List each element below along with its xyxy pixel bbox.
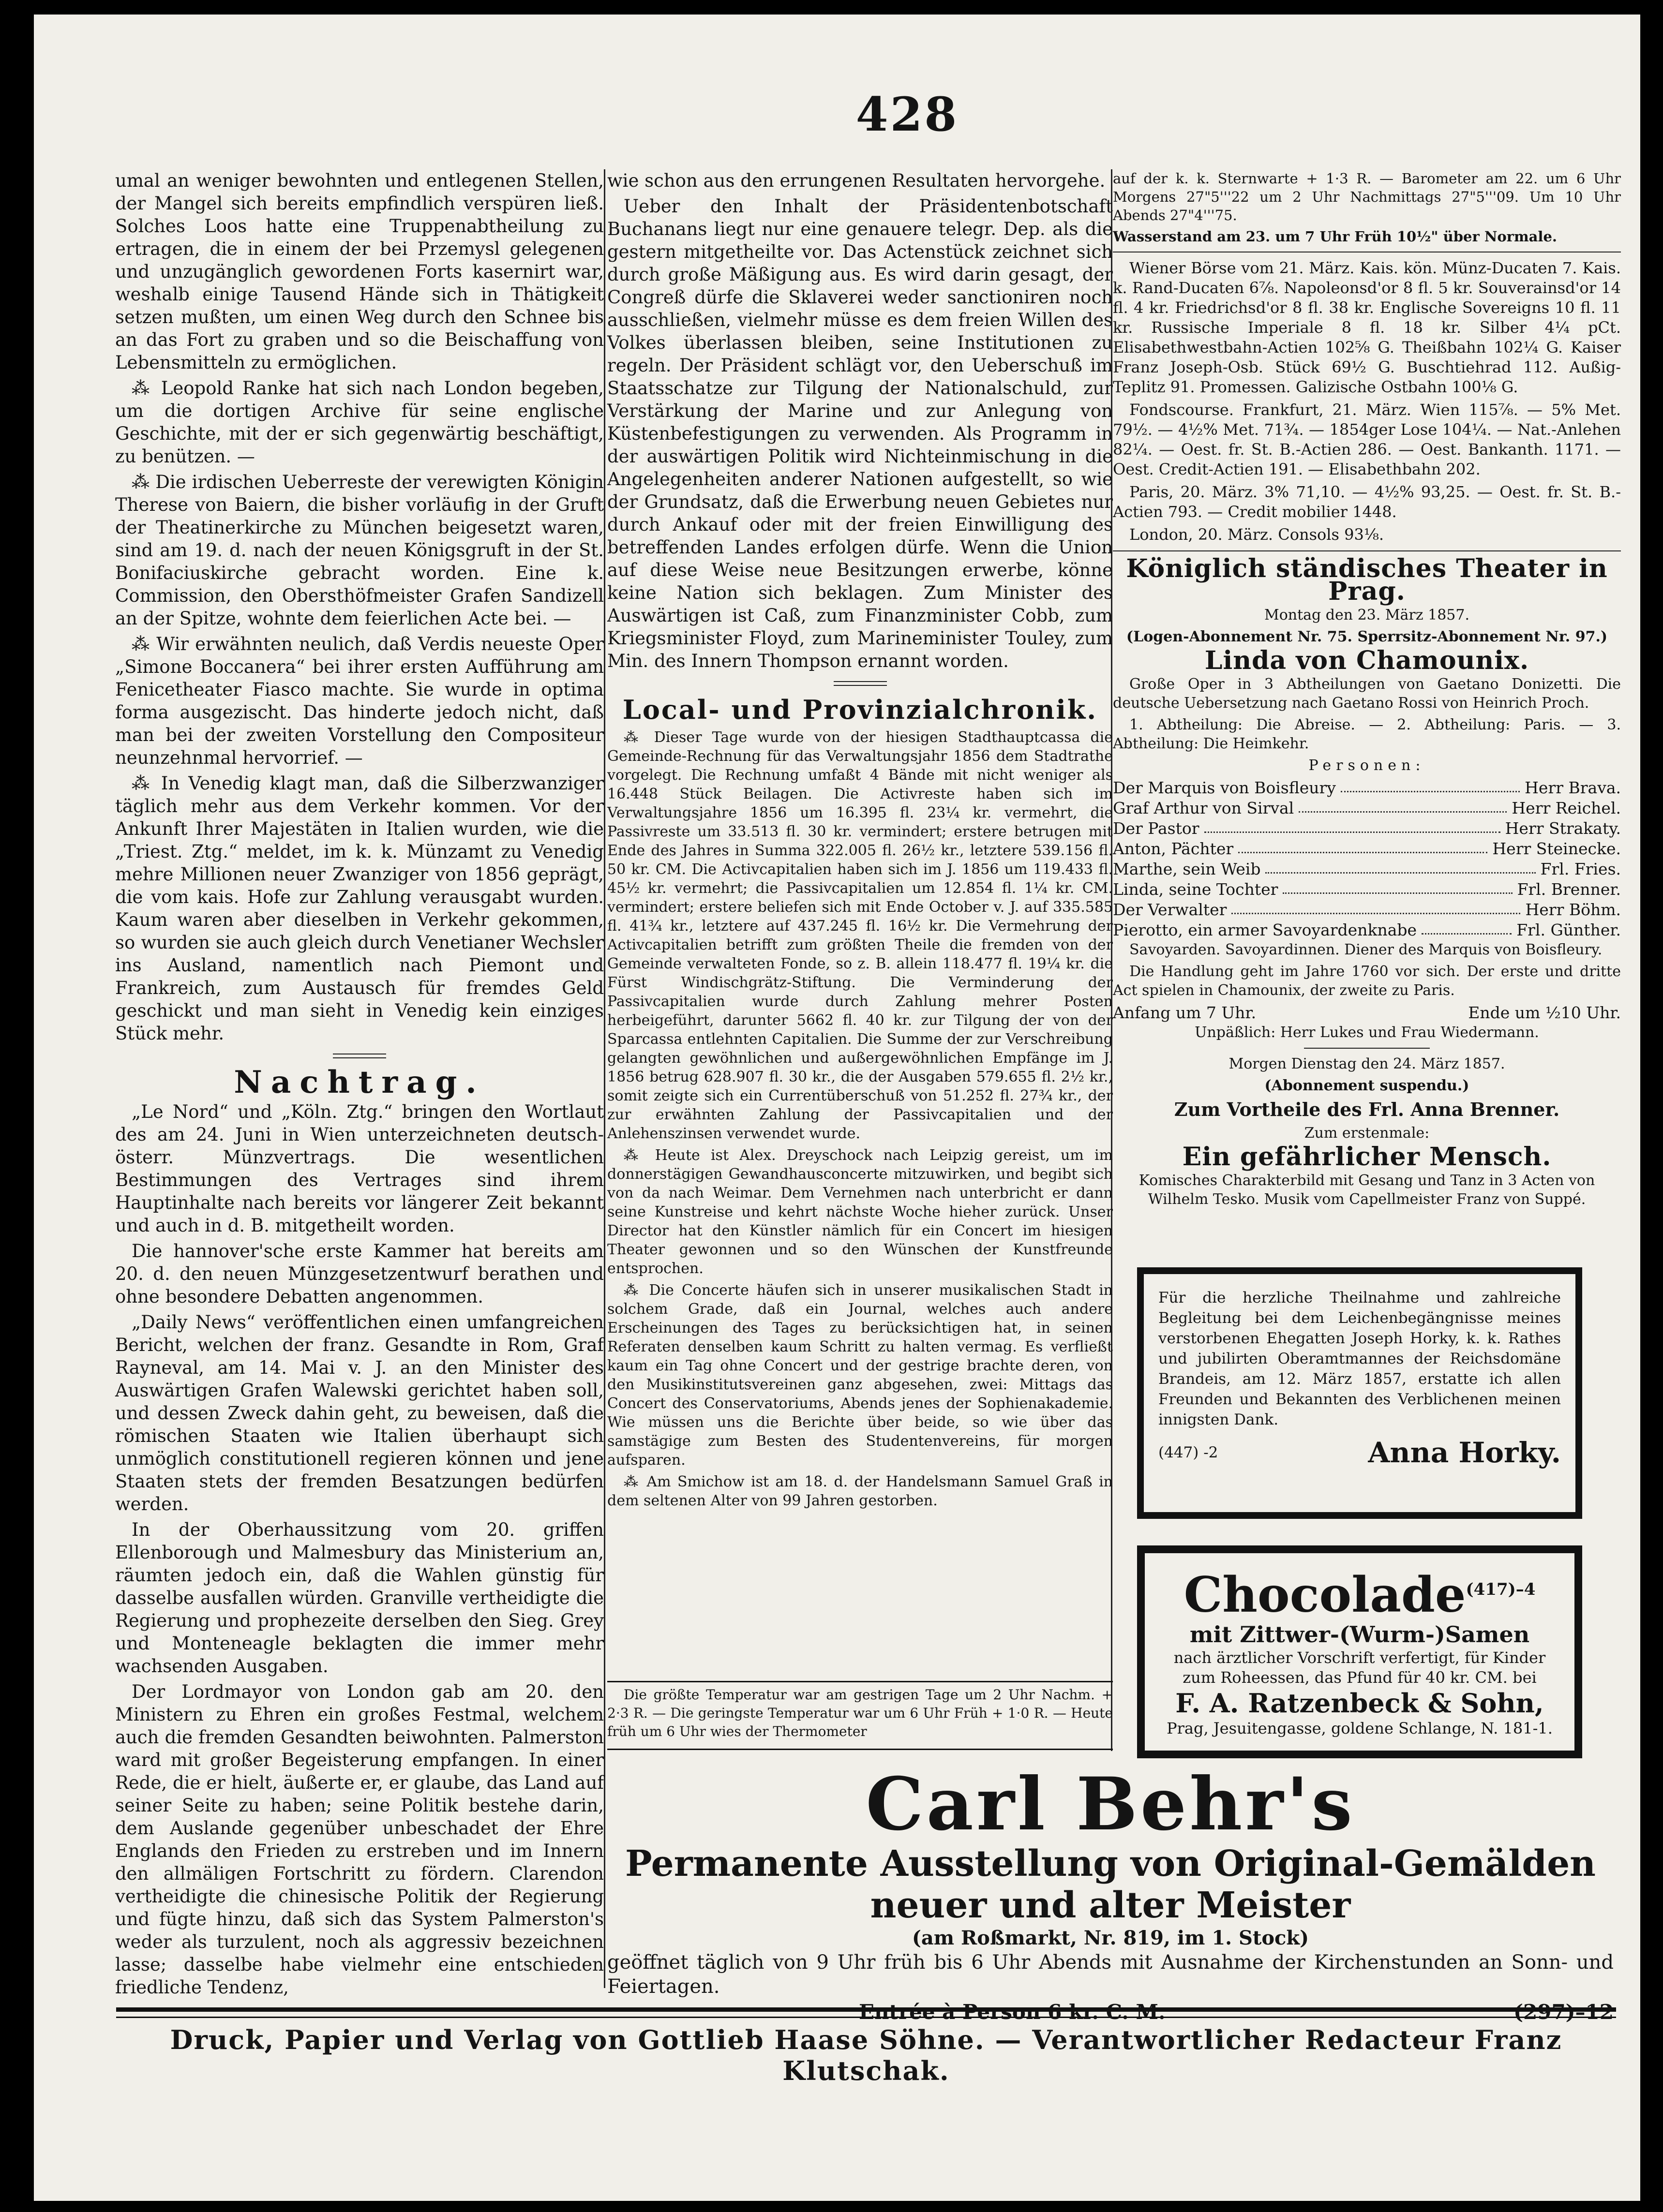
cast-role: Der Marquis von Boisfleury — [1113, 778, 1336, 797]
newspaper-page — [34, 15, 1640, 2201]
dot-leader — [1341, 778, 1520, 792]
cast-list — [1113, 778, 1621, 940]
dot-leader — [1283, 879, 1512, 894]
cast-actor: Frl. Fries. — [1540, 860, 1621, 878]
thanks-notice-footer — [1158, 1436, 1561, 1469]
boerse-paragraph: London, 20. März. Consols 93⅛. — [1129, 525, 1384, 544]
theatre-next-abonnement: (Abonnement suspendu.) — [1264, 1077, 1469, 1094]
cast-actor: Herr Reichel. — [1512, 799, 1621, 817]
article-paragraph: Die hannover'sche erste Kammer hat bereits am 20. d. den neuen Münzgesetzentwurf berathen und ohne besondere Debatten angenommen. — [115, 1241, 604, 1307]
dot-leader — [1231, 900, 1520, 914]
theatre-next-desc: Komisches Charakterbild mit Gesang und Tanz in 3 Acten von Wilhelm Tesko. Musik vom Capellmeister Franz von Suppé. — [1139, 1172, 1595, 1208]
cast-actor: Herr Steinecke. — [1492, 839, 1621, 858]
behr-address: (am Roßmarkt, Nr. 819, im 1. Stock) — [912, 1927, 1309, 1949]
cast-row — [1113, 818, 1621, 839]
thanks-notice-box — [1137, 1267, 1582, 1519]
cast-role: Linda, seine Tochter — [1113, 880, 1278, 899]
theatre-extras: Savoyarden. Savoyardinnen. Diener des Marquis von Boisfleury. — [1129, 941, 1603, 958]
dot-leader — [1265, 859, 1535, 874]
article-paragraph: Der Lordmayor von London gab am 20. den Ministern zu Ehren ein großes Festmal, welchem auch die fremden Gesandten beiwohnten. Palmerston ward mit großer Begeisterung empfangen. In einer Rede, die er hielt, äußerte er, er glaube, das Land auf seiner Seite zu haben; seine Politik bestehe darin, dem Auslande gegenüber unbeschadet der Ehre Englands den Frieden zu erstreben und im Innern den allmäligen Fortschritt zu fördern. Clarendon vertheidigte die chinesische Politik der Regierung und fügte hinzu, daß sich das System Palmerston's weder als turzulent, noch als aggressiv bezeichnen lasse; dasselbe habe vielmehr eine entschieden friedliche Tendenz, — [115, 1681, 604, 1998]
behr-entry: Entrée à Person 6 kr. C. M. — [859, 2000, 1166, 2024]
thanks-notice-text: Für die herzliche Theilnahme und zahlreiche Begleitung bei dem Leichenbegängnisse meines verstorbenen Ehegatten Joseph Horky, k. k. Rathes und jubilirten Oberamtmannes der Reichsdomäne Brandeis, am 12. März 1857, erstatte ich allen Freunden und Bekannten des Verblichenen meinen innigsten Dank. — [1158, 1289, 1561, 1428]
cast-actor: Herr Böhm. — [1525, 900, 1621, 919]
water-level: Wasserstand am 23. um 7 Uhr Früh 10½" über Normale. — [1113, 228, 1557, 245]
column-2 — [607, 169, 1113, 1640]
chocolade-address: Prag, Jesuitengasse, goldene Schlange, N. 181-1. — [1167, 1719, 1553, 1738]
dot-leader — [1422, 920, 1512, 935]
page-number: 428 — [855, 87, 959, 142]
advert-rule — [607, 1749, 1113, 1750]
cast-role: Anton, Pächter — [1113, 839, 1234, 858]
weather-report-col2 — [607, 1686, 1113, 1749]
theatre-title: Königlich ständisches Theater in Prag. — [1126, 554, 1608, 606]
theatre-notice — [1113, 554, 1621, 1209]
theatre-unwell: Unpäßlich: Herr Lukes und Frau Wiedermann. — [1195, 1024, 1539, 1041]
article-paragraph: ⁂ Am Smichow ist am 18. d. der Handelsmann Samuel Graß in dem seltenen Alter von 99 Jahren gestorben. — [607, 1473, 1113, 1509]
chocolade-subtitle: mit Zittwer-(Wurm-)Samen — [1189, 1621, 1530, 1648]
theatre-benefit: Zum Vortheile des Frl. Anna Brenner. — [1174, 1099, 1560, 1120]
boerse-paragraph: Wiener Börse vom 21. März. Kais. kön. Münz-Ducaten 7. Kais. k. Rand-Ducaten 6⅞. Napoleonsd'or 8 fl. 5 kr. Souverainsd'or 14 fl. 4 kr. Friedrichsd'or 8 fl. 38 kr. Englische Sovereigns 10 fl. 11 kr. Russische Imperiale 8 fl. 18 kr. Silber 4¼ pCt. Elisabethwestbahn-Actien 102⅝ G. Theißbahn 102¼ G. Kaiser Franz Joseph-Osb. Stück 69½ G. Buschtiehrad 112. Außig-Teplitz 91. Promessen. Galizische Ostbahn 100⅛ G. — [1113, 259, 1621, 396]
rule — [1113, 550, 1621, 551]
behr-headline: Permanente Ausstellung von Original-Gemälden neuer und alter Meister — [625, 1843, 1596, 1926]
cast-row — [1113, 798, 1621, 818]
article-paragraph: „Le Nord“ und „Köln. Ztg.“ bringen den Wortlaut des am 24. Juni in Wien unterzeichneten deutsch-österr. Münzvertrags. Die wesentlichen Bestimmungen des Vertrages sind ihrem Hauptinhalte nach bereits vor längerer Zeit bekannt und auch in d. B. mitgetheilt worden. — [115, 1101, 604, 1236]
cast-actor: Herr Strakaty. — [1505, 819, 1621, 838]
theatre-acts: 1. Abtheilung: Die Abreise. — 2. Abtheilung: Paris. — 3. Abtheilung: Die Heimkehr. — [1113, 716, 1621, 752]
chocolade-advert — [1137, 1545, 1582, 1758]
ornament-divider — [834, 681, 887, 686]
article-paragraph: ⁂ Leopold Ranke hat sich nach London begeben, um die dortigen Archive für seine englische Geschichte, mit der er sich gegenwärtig beschäftigt, zu benützen. — — [115, 378, 604, 467]
cast-actor: Frl. Günther. — [1516, 920, 1621, 939]
boerse-paragraph: Fondscourse. Frankfurt, 21. März. Wien 115⅞. — 5% Met. 79½. — 4½% Met. 71¾. — 1854ger Lose 104¼. — Nat.-Anlehen 82¼. — Oest. fr. St. B.-Actien 286. — Oest. Bankanth. 1171. — Oest. Credit-Actien 191. — Elisabethbahn 202. — [1113, 401, 1621, 478]
cast-role: Der Pastor — [1113, 819, 1199, 838]
theatre-note: Die Handlung geht im Jahre 1760 vor sich. Der erste und dritte Act spielen in Chamounix, der zweite zu Paris. — [1113, 963, 1621, 999]
dot-leader — [1238, 839, 1487, 853]
cast-row — [1113, 900, 1621, 920]
chocolade-text: nach ärztlicher Vorschrift verfertigt, für Kinder zum Roheessen, das Pfund für 40 kr. CM. bei — [1173, 1648, 1546, 1687]
cast-row — [1113, 920, 1621, 940]
thanks-notice-signature: Anna Horky. — [1368, 1436, 1561, 1469]
theatre-personen-label: Personen: — [1308, 757, 1425, 774]
theatre-date: Montag den 23. März 1857. — [1264, 607, 1469, 624]
column-3 — [1113, 169, 1621, 1208]
article-paragraph: ⁂ In Venedig klagt man, daß die Silberzwanziger täglich mehr aus dem Verkehr kommen. Vor der Ankunft Ihrer Majestäten in Italien wurden, wie die „Triest. Ztg.“ meldet, im k. k. Münzamt zu Venedig mehre Millionen neuer Zwanziger von 1856 geprägt, die vom kais. Hofe zur Zahlung verausgabt wurden. Kaum waren aber dieselben in Verkehr gekommen, so wurden sie auch gleich durch Venetianer Wechsler ins Ausland, namentlich nach Piemont und Frankreich, zum Austausch für fremdes Geld geschickt und man sieht in Venedig kein einziges Stück mehr. — [115, 773, 604, 1044]
weather-rule — [607, 1681, 1113, 1682]
section-title-local: Local- und Provinzialchronik. — [622, 694, 1098, 725]
theatre-play: Linda von Chamounix. — [1204, 646, 1529, 675]
cast-row — [1113, 778, 1621, 798]
ornament-divider — [333, 1054, 386, 1058]
weather-text: Die größte Temperatur war am gestrigen Tage um 2 Uhr Nachm. + 2·3 R. — Die geringste Temperatur war um 6 Uhr Früh + 1·0 R. — Heute früh um 6 Uhr wies der Thermometer — [607, 1687, 1113, 1739]
cast-role: Der Verwalter — [1113, 900, 1227, 919]
theatre-times — [1113, 1003, 1621, 1023]
boerse-paragraph: Paris, 20. März. 3% 71,10. — 4½% 93,25. — Oest. fr. St. B.-Actien 793. — Credit mobilier 1448. — [1113, 483, 1621, 521]
article-paragraph: ⁂ Die irdischen Ueberreste der verewigten Königin Therese von Baiern, die bisher vorläufig in der Gruft der Theatinerkirche zu München beigesetzt waren, sind am 19. d. nach der neuen Königsgruft in der St. Bonifaciuskirche gebracht worden. Eine k. Commission, den Oberstho͏̈fmeister Grafen Sandizell an der Spitze, wohnte dem feierlichen Acte bei. — — [115, 472, 604, 629]
theatre-start: Anfang um 7 Uhr. — [1113, 1003, 1257, 1022]
weather-text: auf der k. k. Sternwarte + 1·3 R. — Barometer am 22. um 6 Uhr Morgens 27"5'''22 um 2 Uhr Nachmittags 27"5'''09. Um 10 Uhr Abends 27"4'''75. — [1113, 170, 1621, 223]
article-paragraph: Ueber den Inhalt der Präsidentenbotschaft Buchanans liegt nur eine genauere telegr. Dep. als die gestern mitgetheilte vor. Das Actenstück zeichnet sich durch große Mäßigung aus. Es wird darin gesagt, der Congreß dürfe die Sklaverei weder sanctioniren noch ausschließen, vielmehr müsse es dem freien Willen des Volkes überlassen bleiben, seine Institutionen zu regeln. Der Präsident schlägt vor, den Ueberschuß im Staatsschatze zur Tilgung der Nationalschuld, zur Verstärkung der Marine und zur Anlegung von Küstenbefestigungen zu verwenden. Als Programm in der auswärtigen Politik wird Nichteinmischung in die Angelegenheiten anderer Nationen aufgestellt, so wie der Grundsatz, daß die Erwerbung neuen Gebietes nur durch Ankauf oder mit der freien Einwilligung des betreffenden Landes erfolgen dürfe. Wenn die Union auf diese Weise neue Besitzungen erwerbe, könne keine Nation sich beklagen. Zum Minister des Auswärtigen ist Caß, zum Finanzminister Cobb, zum Kriegsminister Floyd, zum Marineminister Touley, zum Min. des Innern Thompson ernannt worden. — [607, 196, 1113, 671]
article-paragraph: ⁂ Heute ist Alex. Dreyschock nach Leipzig gereist, um im donnerstägigen Gewandhausconcerte mitzuwirken, und begibt sich von da nach Weimar. Dem Vernehmen nach unterbricht er dann seine Kunstreise und kehrt nächste Woche hieher zurück. Unser Director hat den Künstler nämlich für ein Concert im hiesigen Theater gewonnen und so den Wünschen der Kunstfreunde entsprochen. — [607, 1147, 1113, 1277]
theatre-desc: Große Oper in 3 Abtheilungen von Gaetano Donizetti. Die deutsche Uebersetzung nach Gaetano Rossi von Heinrich Proch. — [1113, 676, 1621, 712]
chocolade-ref: (417)–4 — [1466, 1580, 1536, 1599]
cast-row — [1113, 879, 1621, 900]
cast-row — [1113, 859, 1621, 879]
theatre-next-date: Morgen Dienstag den 24. März 1857. — [1229, 1055, 1505, 1072]
imprint-footer: Druck, Papier und Verlag von Gottlieb Haase Söhne. — Verantwortlicher Redacteur Franz Klutschak. — [170, 2024, 1562, 2086]
behr-title: Carl Behr's — [866, 1762, 1355, 1847]
theatre-first-time: Zum erstenmale: — [1304, 1125, 1430, 1142]
cast-role: Marthe, sein Weib — [1113, 860, 1261, 878]
cast-role: Pierotto, ein armer Savoyardenknabe — [1113, 920, 1417, 939]
behr-ref: (297)–12 — [1513, 2000, 1614, 2024]
article-paragraph: ⁂ Die Concerte häufen sich in unserer musikalischen Stadt in solchem Grade, daß ein Journal, welches auch andere Erscheinungen des Tages zu berücksichtigen hat, in seinen Referaten denselben kaum Schritt zu halten vermag. Es verfließt kaum ein Tag ohne Concert und der gestrige brachte deren, von den Musikinstitutsvereinen ganz abgesehen, zwei: Mittags das Concert des Conservatoriums, Abends jenes der Sophienakademie. Wie müssen uns die Berichte über beide, so wie über das samstägige zum Besten des Studentenvereins, für morgen aufsparen. — [607, 1282, 1113, 1469]
article-paragraph: ⁂ Dieser Tage wurde von der hiesigen Stadthauptcassa die Gemeinde-Rechnung für das Verwaltungsjahr 1856 dem Stadtrathe vorgelegt. Die Rechnung umfaßt 4 Bände mit nicht weniger als 16.448 Stück Beilagen. Die Activreste haben sich im Verwaltungsjahre 1856 um 16.395 fl. 23¼ kr. vermehrt, die Passivreste um 33.513 fl. 30 kr. vermindert; erstere betrugen mit Ende des Jahres in Summa 322.005 fl. 26½ kr., letztere 539.156 fl. 50 kr. CM. Die Activcapitalien haben sich im J. 1856 um 119.433 fl. 45½ kr. vermehrt; die Passivcapitalien um 12.854 fl. 1¼ kr. CM. vermindert; erstere beliefen sich mit Ende October v. J. auf 335.585 fl. 41¾ kr., letztere auf 437.245 fl. 16½ kr. Die Vermehrung der Activcapitalien betrifft zum größten Theile die fremden von der Gemeinde verwalteten Fonde, so z. B. allein 118.477 fl. 19¼ kr. die Fürst Windischgrätz-Stiftung. Die Verminderung der Passivcapitalien wurde durch Zahlung mehrer Posten herbeigeführt, darunter 5662 fl. 40 kr. zur Tilgung der von der Sparcassa entlehnten Capitalien. Die Summe der zur Verschreibung gelangten gewöhnlichen und außergewöhnlichen Empfänge im J. 1856 betrug 628.907 fl. 30 kr., die der Ausgaben 579.655 fl. 2½ kr., somit zeigte sich ein Currentüberschuß von 51.252 fl. 27¾ kr., der zur erwähnten Zahlung der Passivcapitalien und der Anlehenszinsen verwendet wurde. — [607, 729, 1113, 1142]
carl-behr-advert — [607, 1762, 1614, 2024]
footer-rule — [116, 2007, 1616, 2018]
behr-hours: geöffnet täglich von 9 Uhr früh bis 6 Uhr Abends mit Ausnahme der Kirchenstunden an Sonn- und Feiertagen. — [607, 1951, 1614, 1998]
cast-actor: Herr Brava. — [1525, 778, 1621, 797]
dot-leader — [1204, 818, 1500, 833]
thanks-notice-ref: (447) -2 — [1158, 1444, 1218, 1461]
cast-row — [1113, 839, 1621, 859]
cast-actor: Frl. Brenner. — [1517, 880, 1621, 899]
cast-role: Graf Arthur von Sirval — [1113, 799, 1294, 817]
article-paragraph: ⁂ Wir erwähnten neulich, daß Verdis neueste Oper „Simone Boccanera“ bei ihrer ersten Aufführung am Fenicetheater Fiasco machte. Sie wurde in optima forma ausgezischt. Das hinderte jedoch nicht, daß man bei der zweiten Vorstellung den Compositeur neunzehnmal hervorrief. — — [115, 634, 604, 768]
theatre-end: Ende um ½10 Uhr. — [1468, 1003, 1621, 1022]
column-rule-left — [604, 169, 605, 1988]
article-paragraph: In der Oberhaussitzung vom 20. griffen Ellenborough und Malmesbury das Ministerium an, räumten jedoch ein, daß die Wahlen günstig für dasselbe ausfallen würden. Granville vertheidigte die Regierung und prophezeite derselben den Sieg. Grey und Monteneagle beklagten die immer mehr wachsenden Ausgaben. — [115, 1519, 604, 1677]
rule — [1304, 1048, 1430, 1049]
article-paragraph: wie schon aus den errungenen Resultaten hervorgehe. — [607, 170, 1106, 191]
chocolade-title: Chocolade — [1184, 1566, 1466, 1623]
theatre-next-play: Ein gefährlicher Mensch. — [1182, 1142, 1552, 1172]
theatre-abonnement: (Logen-Abonnement Nr. 75. Sperrsitz-Abonnement Nr. 97.) — [1126, 628, 1608, 645]
chocolade-title-line — [1158, 1563, 1561, 1621]
article-paragraph: „Daily News“ veröffentlichen einen umfangreichen Bericht, welchen der franz. Gesandte in Rom, Graf Rayneval, am 14. Mai v. J. an den Minister des Auswärtigen Grafen Walewski gerichtet haben soll, und dessen Zweck dahin geht, zu beweisen, daß die römischen Staaten wie Italien überhaupt sich unmöglich constitutionell regieren können und jene Staaten stets der fremden Besatzungen bedürfen werden. — [115, 1312, 604, 1514]
article-paragraph: umal an weniger bewohnten und entlegenen Stellen, der Mangel sich bereits empfindlich verspüren ließ. Solches Loos hatte eine Truppenabtheilung zu ertragen, die in einem der bei Przemysl gelegenen und unzugänglich gewordenen Forts kasernirt war, weshalb einige Tausend Hände sich in Thätigkeit setzen mußten, um einen Weg durch den Schnee bis an das Fort zu graben und so die Beischaffung von Lebensmitteln zu ermöglichen. — [115, 170, 604, 373]
column-1 — [115, 169, 604, 1998]
section-title-nachtrag: Nachtrag. — [234, 1064, 485, 1100]
dot-leader — [1299, 798, 1507, 813]
chocolade-firm: F. A. Ratzenbeck & Sohn, — [1175, 1688, 1544, 1719]
